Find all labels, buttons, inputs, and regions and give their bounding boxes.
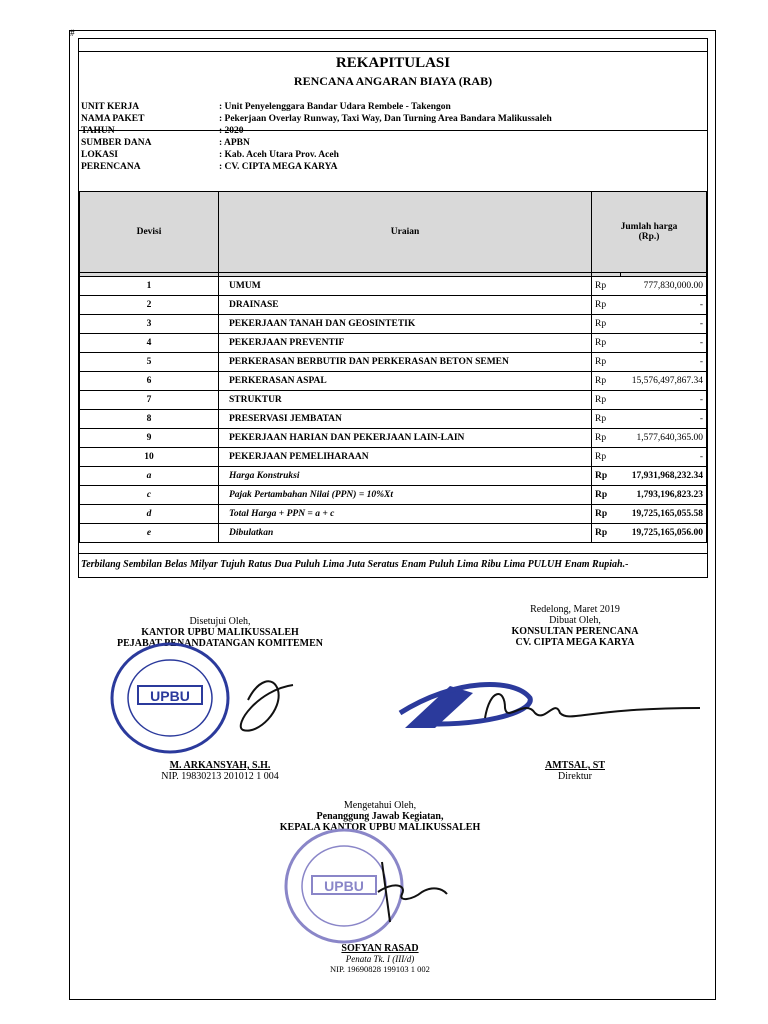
table-row [80, 353, 707, 372]
table-row [80, 277, 707, 296]
info-key: LOKASI [81, 150, 118, 160]
document-subtitle: RENCANA ANGARAN BIAYA (RAB) [293, 74, 493, 88]
row-amount: - [620, 315, 707, 334]
row-amount: 1,577,640,365.00 [620, 429, 707, 448]
terbilang-text: Terbilang Sembilan Belas Milyar Tujuh Ratus Dua Puluh Lima Juta Seratus Enam Puluh Lima Ribu Lima PULUH Enam Rupiah.- [79, 553, 707, 575]
center-sig-line2: Penanggung Jawab Kegiatan, [316, 811, 444, 822]
row-currency: Rp [592, 467, 621, 486]
row-currency: Rp [592, 315, 621, 334]
center-sig-nip: NIP. 19690828 199103 1 002 [330, 964, 430, 974]
row-description: PEKERJAAN HARIAN DAN PEKERJAAN LAIN-LAIN [219, 429, 592, 448]
row-number: 7 [80, 391, 219, 410]
total-row [80, 486, 707, 505]
row-description: PERKERASAN ASPAL [219, 372, 592, 391]
header-jumlah [592, 192, 707, 273]
header-jumlah-label: Jumlah harga [620, 222, 678, 232]
header-devisi: Devisi [80, 192, 219, 273]
company-signature-icon [395, 668, 705, 748]
table-row [80, 296, 707, 315]
info-key: SUMBER DANA [81, 138, 152, 148]
row-description: Dibulatkan [219, 524, 592, 543]
row-number: e [80, 524, 219, 543]
table-row [80, 315, 707, 334]
row-amount: 777,830,000.00 [620, 277, 707, 296]
row-currency: Rp [592, 391, 621, 410]
info-key: UNIT KERJA [81, 102, 140, 112]
info-value: : Unit Penyelenggara Bandar Udara Rembele - Takengon [219, 102, 451, 112]
right-signature-block [460, 604, 690, 648]
row-description: PERKERASAN BERBUTIR DAN PERKERASAN BETON SEMEN [219, 353, 592, 372]
info-value: : 2020 [219, 126, 244, 136]
row-description: UMUM [219, 277, 592, 296]
center-sig-name: SOFYAN RASAD [341, 943, 419, 954]
left-sig-line1: Disetujui Oleh, [189, 616, 251, 627]
left-sig-name: M. ARKANSYAH, S.H. [169, 760, 271, 771]
info-row [81, 101, 552, 113]
document-title: REKAPITULASI [335, 55, 451, 71]
left-sig-line3: PEJABAT PENANDATANGAN KOMITEMEN [117, 638, 323, 649]
right-sig-date: Redelong, Maret 2019 [530, 604, 620, 615]
row-currency: Rp [592, 372, 621, 391]
row-currency: Rp [592, 448, 621, 467]
total-row [80, 467, 707, 486]
row-description: DRAINASE [219, 296, 592, 315]
info-row [81, 137, 552, 149]
row-amount: 17,931,968,232.34 [620, 467, 707, 486]
info-value: : CV. CIPTA MEGA KARYA [219, 162, 338, 172]
row-currency: Rp [592, 410, 621, 429]
row-currency: Rp [592, 429, 621, 448]
row-description: STRUKTUR [219, 391, 592, 410]
row-number: 3 [80, 315, 219, 334]
row-amount: - [620, 353, 707, 372]
row-amount: 19,725,165,056.00 [620, 524, 707, 543]
row-number: 2 [80, 296, 219, 315]
row-description: PEKERJAAN PREVENTIF [219, 334, 592, 353]
row-amount: - [620, 391, 707, 410]
table-row [80, 410, 707, 429]
row-amount: - [620, 334, 707, 353]
rab-table [79, 191, 707, 543]
center-sig-line1: Mengetahui Oleh, [343, 800, 417, 811]
info-value: : APBN [219, 138, 250, 148]
row-number: c [80, 486, 219, 505]
info-key: TAHUN [81, 126, 115, 136]
info-row [81, 125, 552, 137]
row-amount: - [620, 296, 707, 315]
row-amount: 15,576,497,867.34 [620, 372, 707, 391]
row-number: 8 [80, 410, 219, 429]
info-row [81, 113, 552, 125]
row-description: PEKERJAAN PEMELIHARAAN [219, 448, 592, 467]
row-number: a [80, 467, 219, 486]
stamp-center-text: UPBU [324, 878, 364, 894]
left-sig-line2: KANTOR UPBU MALIKUSSALEH [141, 627, 299, 638]
row-number: 5 [80, 353, 219, 372]
row-description: Harga Konstruksi [219, 467, 592, 486]
corner-mark: # [70, 28, 75, 38]
row-description: PRESERVASI JEMBATAN [219, 410, 592, 429]
info-value: : Kab. Aceh Utara Prov. Aceh [219, 150, 339, 160]
left-sig-nip: NIP. 19830213 201012 1 004 [161, 771, 279, 782]
right-sig-role: Direktur [558, 771, 592, 782]
upbu-stamp-left-icon [108, 640, 308, 760]
table-header-row [80, 192, 707, 273]
right-sig-name: AMTSAL, ST [544, 760, 605, 771]
info-value: : Pekerjaan Overlay Runway, Taxi Way, Dan Turning Area Bandara Malikussaleh [219, 114, 552, 124]
right-signature-name-block [460, 760, 690, 782]
row-currency: Rp [592, 524, 621, 543]
row-amount: 1,793,196,823.23 [620, 486, 707, 505]
row-currency: Rp [592, 505, 621, 524]
right-sig-line1: Dibuat Oleh, [549, 615, 601, 626]
table-row [80, 448, 707, 467]
info-block [81, 101, 552, 173]
info-row [81, 149, 552, 161]
table-row [80, 391, 707, 410]
right-sig-line2: KONSULTAN PERENCANA [511, 626, 639, 637]
upbu-stamp-center-icon [282, 822, 462, 952]
right-sig-line3: CV. CIPTA MEGA KARYA [515, 637, 635, 648]
rab-frame [78, 38, 708, 578]
center-sig-rank: Penata Tk. I (III/d) [345, 954, 415, 964]
row-currency: Rp [592, 353, 621, 372]
stamp-left-text: UPBU [150, 688, 190, 704]
left-signature-name-block [100, 760, 340, 782]
header-unit-label: (Rp.) [638, 232, 660, 242]
row-description: Pajak Pertambahan Nilai (PPN) = 10%Xt [219, 486, 592, 505]
info-key: PERENCANA [81, 162, 141, 172]
table-row [80, 372, 707, 391]
row-currency: Rp [592, 277, 621, 296]
row-currency: Rp [592, 296, 621, 315]
row-currency: Rp [592, 486, 621, 505]
header-uraian: Uraian [219, 192, 592, 273]
row-amount: - [620, 410, 707, 429]
info-key: NAMA PAKET [81, 114, 145, 124]
row-number: 4 [80, 334, 219, 353]
row-description: PEKERJAAN TANAH DAN GEOSINTETIK [219, 315, 592, 334]
total-row [80, 505, 707, 524]
row-description: Total Harga + PPN = a + c [219, 505, 592, 524]
row-number: 10 [80, 448, 219, 467]
row-number: d [80, 505, 219, 524]
center-sig-line3: KEPALA KANTOR UPBU MALIKUSSALEH [279, 822, 481, 833]
row-amount: 19,725,165,055.58 [620, 505, 707, 524]
info-row [81, 161, 552, 173]
row-number: 9 [80, 429, 219, 448]
row-amount: - [620, 448, 707, 467]
table-body [80, 277, 707, 543]
row-number: 1 [80, 277, 219, 296]
table-row [80, 334, 707, 353]
total-row [80, 524, 707, 543]
table-row [80, 429, 707, 448]
row-number: 6 [80, 372, 219, 391]
row-currency: Rp [592, 334, 621, 353]
